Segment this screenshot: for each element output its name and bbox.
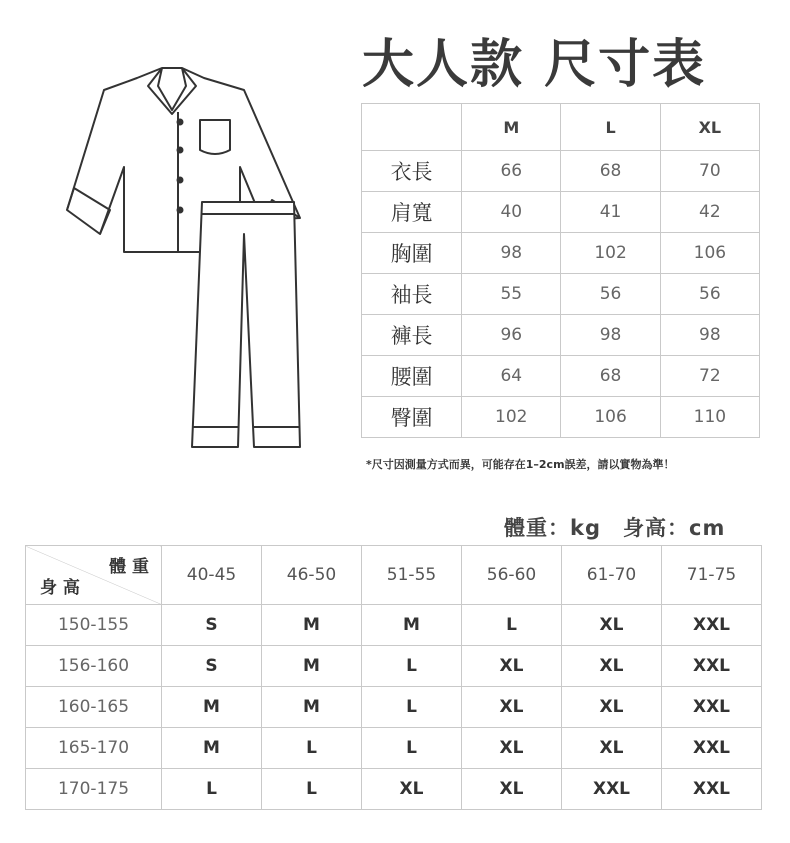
size-cell: M bbox=[162, 728, 262, 769]
table-row bbox=[362, 356, 760, 397]
measurement-value: 98 bbox=[660, 315, 759, 356]
table-row bbox=[26, 728, 762, 769]
size-col-l: L bbox=[561, 104, 660, 151]
size-cell: L bbox=[362, 728, 462, 769]
measurement-value: 102 bbox=[462, 397, 561, 438]
weight-col-header: 61-70 bbox=[562, 546, 662, 605]
size-chart-corner bbox=[362, 104, 462, 151]
height-range: 160-165 bbox=[26, 687, 162, 728]
size-cell: L bbox=[262, 728, 362, 769]
size-col-xl: XL bbox=[660, 104, 759, 151]
measurement-value: 41 bbox=[561, 192, 660, 233]
size-cell: XL bbox=[562, 646, 662, 687]
weight-col-header: 71-75 bbox=[662, 546, 762, 605]
table-row bbox=[362, 274, 760, 315]
page-title: 大人款 尺寸表 bbox=[362, 35, 707, 95]
size-cell: S bbox=[162, 605, 262, 646]
size-cell: XXL bbox=[562, 769, 662, 810]
measurement-value: 110 bbox=[660, 397, 759, 438]
weight-col-header: 46-50 bbox=[262, 546, 362, 605]
measurement-value: 64 bbox=[462, 356, 561, 397]
table-row bbox=[362, 397, 760, 438]
measurement-value: 106 bbox=[660, 233, 759, 274]
size-cell: XXL bbox=[662, 728, 762, 769]
shirt-left-cuff bbox=[67, 188, 110, 234]
size-cell: XL bbox=[562, 687, 662, 728]
measurement-value: 96 bbox=[462, 315, 561, 356]
table-row bbox=[362, 192, 760, 233]
size-cell: XL bbox=[462, 646, 562, 687]
size-cell: M bbox=[262, 687, 362, 728]
size-cell: S bbox=[162, 646, 262, 687]
measurement-value: 98 bbox=[462, 233, 561, 274]
table-row bbox=[362, 315, 760, 356]
measurement-label: 褲長 bbox=[362, 315, 462, 356]
weight-col-header: 51-55 bbox=[362, 546, 462, 605]
table-row bbox=[26, 646, 762, 687]
measurement-value: 56 bbox=[561, 274, 660, 315]
weight-col-header: 40-45 bbox=[162, 546, 262, 605]
measurement-label: 衣長 bbox=[362, 151, 462, 192]
measurement-value: 68 bbox=[561, 151, 660, 192]
measurement-value: 70 bbox=[660, 151, 759, 192]
shirt-pocket bbox=[200, 120, 230, 154]
shirt-collar bbox=[148, 68, 196, 114]
measurement-value: 66 bbox=[462, 151, 561, 192]
pants-outline bbox=[192, 202, 300, 447]
height-range: 150-155 bbox=[26, 605, 162, 646]
size-cell: M bbox=[162, 687, 262, 728]
size-cell: XL bbox=[462, 728, 562, 769]
size-cell: XXL bbox=[662, 605, 762, 646]
height-range: 156-160 bbox=[26, 646, 162, 687]
units-label: 體重：kg 身高：cm bbox=[504, 516, 726, 540]
size-cell: M bbox=[262, 646, 362, 687]
size-cell: L bbox=[262, 769, 362, 810]
size-cell: M bbox=[362, 605, 462, 646]
measurement-label: 胸圍 bbox=[362, 233, 462, 274]
measurement-value: 56 bbox=[660, 274, 759, 315]
pajama-illustration bbox=[62, 62, 312, 452]
measurement-label: 臀圍 bbox=[362, 397, 462, 438]
measurement-note: *尺寸因測量方式而異，可能存在1–2cm誤差，請以實物為準！ bbox=[366, 458, 675, 471]
size-cell: XL bbox=[562, 605, 662, 646]
size-cell: XXL bbox=[662, 646, 762, 687]
measurement-value: 72 bbox=[660, 356, 759, 397]
table-row bbox=[362, 151, 760, 192]
measurement-value: 55 bbox=[462, 274, 561, 315]
weight-height-table bbox=[25, 545, 762, 810]
measurement-value: 40 bbox=[462, 192, 561, 233]
weight-axis-label: 體 重 bbox=[109, 557, 149, 577]
size-cell: XL bbox=[462, 687, 562, 728]
size-cell: L bbox=[462, 605, 562, 646]
size-chart-header-row bbox=[362, 104, 760, 151]
measurement-value: 42 bbox=[660, 192, 759, 233]
table-row bbox=[26, 769, 762, 810]
weight-col-header: 56-60 bbox=[462, 546, 562, 605]
weight-header-row bbox=[26, 546, 762, 605]
size-cell: XL bbox=[562, 728, 662, 769]
height-axis-label: 身 高 bbox=[40, 578, 80, 598]
height-range: 170-175 bbox=[26, 769, 162, 810]
size-col-m: M bbox=[462, 104, 561, 151]
size-cell: L bbox=[362, 687, 462, 728]
size-cell: XL bbox=[462, 769, 562, 810]
measurement-value: 98 bbox=[561, 315, 660, 356]
size-cell: L bbox=[162, 769, 262, 810]
table-corner-cell bbox=[26, 546, 162, 605]
size-cell: XXL bbox=[662, 769, 762, 810]
table-row bbox=[26, 687, 762, 728]
size-chart-table bbox=[361, 103, 760, 438]
size-cell: XXL bbox=[662, 687, 762, 728]
measurement-label: 腰圍 bbox=[362, 356, 462, 397]
height-range: 165-170 bbox=[26, 728, 162, 769]
size-cell: XL bbox=[362, 769, 462, 810]
size-cell: M bbox=[262, 605, 362, 646]
measurement-value: 102 bbox=[561, 233, 660, 274]
table-row bbox=[362, 233, 760, 274]
measurement-label: 肩寬 bbox=[362, 192, 462, 233]
measurement-label: 袖長 bbox=[362, 274, 462, 315]
measurement-value: 68 bbox=[561, 356, 660, 397]
size-cell: L bbox=[362, 646, 462, 687]
measurement-value: 106 bbox=[561, 397, 660, 438]
table-row bbox=[26, 605, 762, 646]
